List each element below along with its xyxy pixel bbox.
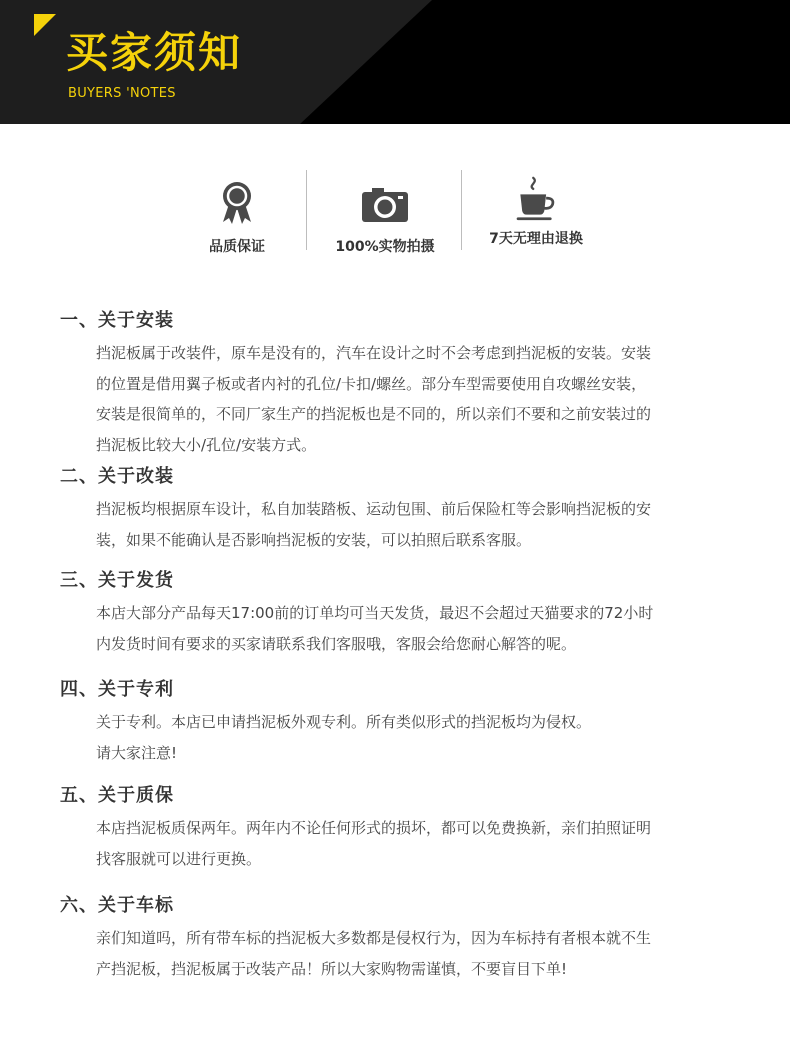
section-body bbox=[96, 707, 736, 768]
section-title: 三、关于发货 bbox=[60, 570, 174, 591]
text-line: 挡泥板比较大小/孔位/安装方式。 bbox=[96, 435, 317, 454]
camera-icon bbox=[360, 180, 410, 226]
section-title: 一、关于安装 bbox=[60, 310, 174, 331]
text-line: 本店大部分产品每天17:00前的订单均可当天发货，最迟不会超过天猫要求的72小时 bbox=[96, 604, 654, 622]
feature-strip bbox=[0, 168, 790, 254]
award-ribbon-icon bbox=[217, 180, 257, 226]
feature-photo-label: 100%实物拍摄 bbox=[335, 239, 435, 255]
section-title: 二、关于改装 bbox=[60, 466, 174, 487]
section-title: 六、关于车标 bbox=[60, 895, 174, 916]
text-line: 内发货时间有要求的买家请联系我们客服哦，客服会给您耐心解答的呢。 bbox=[96, 634, 577, 653]
text-line: 关于专利。本店已申请挡泥板外观专利。所有类似形式的挡泥板均为侵权。 bbox=[96, 713, 592, 731]
text-line: 安装是很简单的，不同厂家生产的挡泥板也是不同的，所以亲们不要和之前安装过的 bbox=[96, 405, 652, 423]
text-line: 本店挡泥板质保两年。两年内不论任何形式的损坏，都可以免费换新，亲们拍照证明 bbox=[96, 819, 652, 837]
corner-accent bbox=[34, 14, 56, 36]
section-title: 五、关于质保 bbox=[60, 785, 174, 806]
text-line: 找客服就可以进行更换。 bbox=[96, 849, 262, 868]
feature-photo bbox=[310, 168, 460, 256]
header-banner bbox=[0, 0, 790, 124]
section-body bbox=[96, 813, 736, 874]
feature-return bbox=[461, 168, 611, 248]
feature-quality bbox=[162, 168, 312, 256]
text-line: 的位置是借用翼子板或者内衬的孔位/卡扣/螺丝。部分车型需要使用自攻螺丝安装， bbox=[96, 374, 647, 393]
feature-quality-label: 品质保证 bbox=[209, 239, 265, 255]
text-line: 亲们知道吗，所有带车标的挡泥板大多数都是侵权行为，因为车标持有者根本就不生 bbox=[96, 929, 652, 947]
section-body bbox=[96, 494, 736, 555]
section-title: 四、关于专利 bbox=[60, 679, 174, 700]
divider bbox=[306, 170, 307, 250]
page-subtitle: BUYERS 'NOTES bbox=[68, 86, 176, 101]
feature-return-label: 7天无理由退换 bbox=[489, 231, 583, 247]
text-line: 挡泥板均根据原车设计，私自加装踏板、运动包围、前后保险杠等会影响挡泥板的安 bbox=[96, 500, 652, 518]
text-line: 装，如果不能确认是否影响挡泥板的安装，可以拍照后联系客服。 bbox=[96, 530, 532, 549]
section-body bbox=[96, 923, 736, 984]
section-body bbox=[96, 598, 736, 659]
page-title: 买家须知 bbox=[66, 28, 243, 77]
text-line: 产挡泥板，挡泥板属于改装产品！所以大家购物需谨慎，不要盲目下单! bbox=[96, 959, 568, 978]
section-body bbox=[96, 338, 736, 460]
text-line: 请大家注意! bbox=[96, 743, 178, 762]
coffee-cup-icon bbox=[511, 176, 561, 222]
text-line: 挡泥板属于改装件，原车是没有的，汽车在设计之时不会考虑到挡泥板的安装。安装 bbox=[96, 344, 652, 362]
